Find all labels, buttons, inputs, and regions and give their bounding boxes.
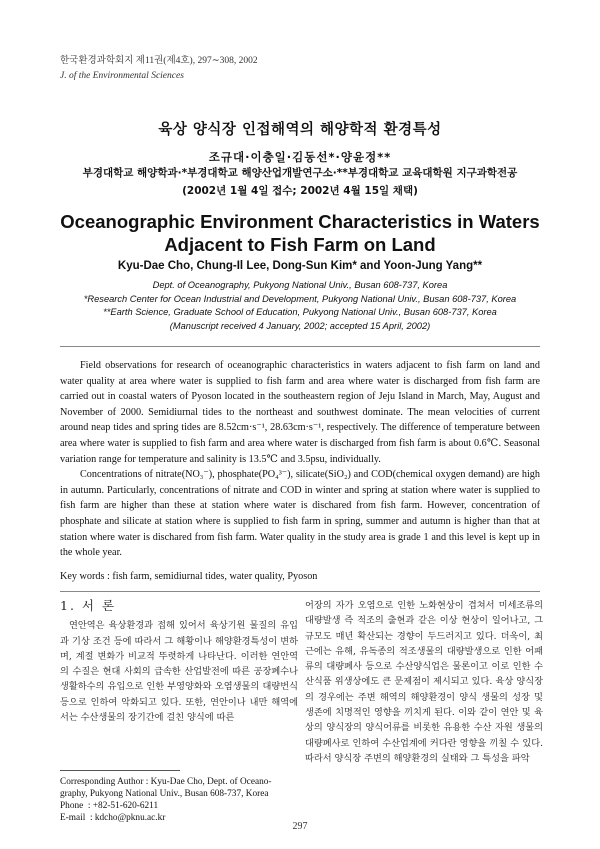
section-heading: 1. 서 론: [60, 598, 117, 613]
footnote-phone: Phone : +82-51-620-6211: [60, 801, 159, 811]
footnote-divider: [60, 770, 180, 771]
journal-header: [60, 54, 258, 84]
divider: [60, 591, 540, 592]
abstract-paragraph: Field observations for research of oceanographic characteristics in waters adjacent to fish farm on land and water quality at area where water is supplied to fish farm and area where water is discharged from fish farm are carried out in coastal waters of Pyoson located in the southeastern region of Jeju Island in March, May, August and November of 2000. Semidiurnal tides to the northeast and southwest dominate. The mean velocities of current around neap tides and spring tides are 8.52cm·s⁻¹, 28.63cm·s⁻¹, respectively. The difference of temperature between area where water is supplied to fish farm and area where water is discharged from fish farm is about 0.6℃. Seasonal variation range for temperature and salinity is 13.5℃ and 3.5psu, individually.: [60, 360, 540, 465]
footnote-email: E-mail : kdcho@pknu.ac.kr: [60, 813, 166, 823]
body-paragraph: 어장의 자가 오염으로 인한 노화현상이 겹쳐서 미세조류의 대량발생 즉 적조의 출현과 같은 이상 현상이 일어나고, 그 규모도 매년 확산되는 경향이 두드러지고 있다. 더욱이, 최근에는 유해, 유독종의 적조생물의 대량발생으로 인한 어패류의 대량폐사 등으로 수산양식업은 물론이고 이로 인한 수산식품 위생상에도 큰 문제점이 제시되고 있다. 육상 양식장의 경우에는 주변 해역의 해양환경이 양식 생물의 성장 및 생존에 치명적인 영향을 끼치게 된다. 이와 같이 연안 및 육상의 양식장의 양식어류를 비롯한 유용한 수산 자원 생물의 대량폐사로 인하여 수산업계에 커다란 영향을 끼칠 수 있다. 따라서 양식장 주변의 해양환경의 실태와 그 특성을 파악: [305, 600, 543, 764]
body-column-right: [305, 598, 543, 766]
korean-affiliations: 부경대학교 해양학과·*부경대학교 해양산업개발연구소·**부경대학교 교육대학원 지구과학전공: [82, 167, 518, 179]
english-authors: Kyu-Dae Cho, Chung-Il Lee, Dong-Sun Kim* and Yoon-Jung Yang**: [117, 260, 483, 272]
corresponding-author-footnote: [60, 776, 300, 824]
page-number: 297: [292, 821, 308, 832]
footnote-line: Corresponding Author : Kyu-Dae Cho, Dept. of Oceano-: [60, 777, 272, 787]
affiliation-line: Dept. of Oceanography, Pukyong National Univ., Busan 608-737, Korea: [152, 280, 448, 290]
korean-received-date: (2002년 1월 4일 접수; 2002년 4월 15일 채택): [182, 185, 418, 197]
journal-citation-kr: 한국환경과학회지 제11권(제4호), 297∼308, 2002: [60, 56, 258, 66]
affiliation-line: **Earth Science, Graduate School of Education, Pukyong National Univ., Busan 608-737, Korea: [103, 307, 497, 317]
abstract: [60, 358, 540, 561]
manuscript-dates: (Manuscript received 4 January, 2002; accepted 15 April, 2002): [169, 320, 431, 331]
korean-title: 육상 양식장 인접해역의 해양학적 환경특성: [158, 122, 442, 138]
english-title-line-2: Adjacent to Fish Farm on Land: [164, 234, 436, 255]
english-title: [0, 210, 600, 256]
body-column-left: [60, 598, 298, 725]
abstract-paragraph: Concentrations of nitrate(NO₃⁻), phosphate(PO₄³⁻), silicate(SiO₂) and COD(chemical oxygen demand) are high in autumn. Particularly, concentrations of nitrate and COD in winter and spring at station where water is supplied to fish farm are higher than these at station where water is dischared from fish farm. However, concentration of phosphate and silicate at station where is supplied to fish farm in spring, summer and autumn is higher than that at station where water is dischared from fish farm. Water quality in the study area is grade 1 and this level is kept up in the whole year.: [60, 469, 540, 559]
english-title-line-1: Oceanographic Environment Characteristics in Waters: [60, 211, 540, 232]
english-affiliations: [0, 279, 600, 333]
body-paragraph: 연안역은 육상환경과 접해 있어서 육상기원 물질의 유입과 기상 조건 등에 따라서 그 해황이나 해양환경특성이 변하며, 계절 변화가 비교적 뚜렷하게 나타난다. 이러한 연안역의 수질은 현대 사회의 급속한 산업발전에 따른 공장폐수나 생활하수의 유입으로 인한 부영양화와 오염생물의 대량번식 등으로 인하여 악화되고 있다. 또한, 연안이나 내만 해역에서는 수산생물의 장기간에 걸친 양식에 따른: [60, 620, 298, 724]
journal-name-en: J. of the Environmental Sciences: [60, 71, 184, 81]
keywords: Key words : fish farm, semidiurnal tides, water quality, Pyoson: [60, 571, 318, 582]
footnote-line: graphy, Pukyong National Univ., Busan 608-737, Korea: [60, 789, 269, 799]
affiliation-line: *Research Center for Ocean Industrial and Development, Pukyong National Univ., Busan 608-737, Korea: [83, 293, 517, 304]
korean-authors: 조규대·이충일·김동선*·양윤정**: [208, 150, 392, 164]
divider: [60, 346, 540, 347]
